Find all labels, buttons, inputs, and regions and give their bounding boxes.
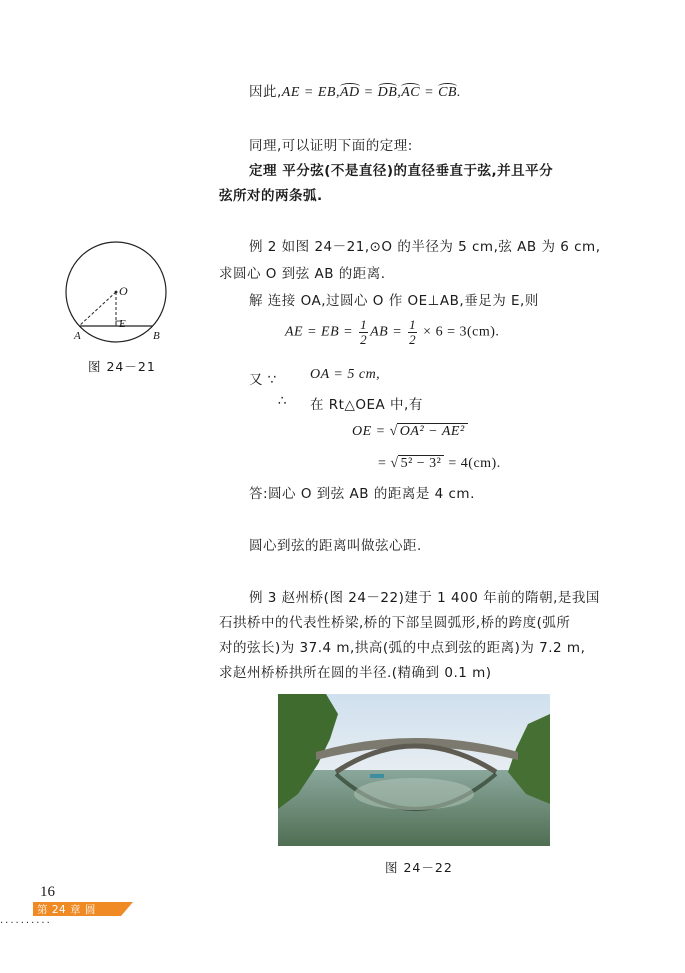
- chapter-label: 第 24 章 圆: [37, 904, 96, 916]
- eq-suffix: = 4(cm).: [448, 456, 501, 471]
- oe-equation: [352, 423, 468, 440]
- oe-result: [378, 455, 501, 472]
- ab-text: AB =: [370, 324, 403, 340]
- radius-oa: [79, 292, 116, 326]
- example3-line-2: 石拱桥中的代表性桥梁,桥的下部呈圆弧形,桥的跨度(弧所: [219, 615, 571, 631]
- comma: ,: [397, 85, 402, 100]
- solution-line-1: 解 连接 OA,过圆心 O 作 OE⊥AB,垂足为 E,则: [249, 293, 539, 309]
- theorem-line-2: 弦所对的两条弧.: [219, 188, 323, 204]
- answer-line: 答:圆心 O 到弦 AB 的距离是 4 cm.: [249, 486, 475, 502]
- example3-line-4: 求赵州桥桥拱所在圆的半径.(精确到 0.1 m): [219, 665, 492, 681]
- center-point: [115, 291, 118, 294]
- water-highlight: [354, 778, 474, 810]
- label-a: A: [74, 330, 81, 342]
- ae-eb-text: AE = EB =: [285, 324, 354, 340]
- frac-numerator: 1: [360, 317, 368, 332]
- therefore-symbol: ∴: [278, 393, 288, 409]
- example3-line-1: 例 3 赵州桥(图 24－22)建于 1 400 年前的隋朝,是我国: [249, 590, 600, 606]
- boat: [370, 774, 384, 778]
- in-triangle-line: 在 Rt△OEA 中,有: [310, 397, 423, 413]
- fraction-half: [359, 318, 368, 347]
- example3-line-3: 对的弦长)为 37.4 m,拱高(弧的中点到弦的距离)为 7.2 m,: [219, 640, 586, 656]
- eq-prefix: =: [378, 456, 387, 471]
- times-six-text: × 6 = 3(cm).: [423, 324, 500, 340]
- also-value: OA = 5 cm,: [310, 367, 381, 382]
- sqrt-radicand-1: OA² − AE²: [397, 423, 468, 440]
- example2-line-2: 求圆心 O 到弦 AB 的距离.: [219, 266, 386, 282]
- figure-24-21-caption: 图 24－21: [88, 359, 156, 374]
- frac-denominator: 2: [360, 332, 368, 347]
- definition-line: 圆心到弦的距离叫做弦心距.: [249, 538, 422, 554]
- label-o: O: [119, 284, 128, 298]
- conclusion-eq: AE = EB,: [281, 85, 340, 100]
- figure-24-22-caption: 图 24－22: [385, 860, 453, 875]
- ae-equation: [285, 318, 499, 347]
- frac-denominator: 2: [409, 332, 417, 347]
- sqrt-sign: √: [390, 456, 399, 471]
- arc-ac: AC: [401, 85, 421, 100]
- conclusion-prefix: 因此,: [249, 84, 282, 100]
- bridge-illustration: [278, 694, 550, 846]
- zhaozhou-bridge-photo: [278, 694, 550, 846]
- frac-numerator: 1: [409, 317, 417, 332]
- label-e: E: [119, 318, 126, 330]
- label-b: B: [153, 330, 160, 342]
- similarly-line: 同理,可以证明下面的定理:: [249, 138, 413, 154]
- oe-text: OE =: [352, 424, 386, 439]
- example2-line-1: 例 2 如图 24－21,⊙O 的半径为 5 cm,弦 AB 为 6 cm,: [249, 239, 601, 255]
- period: .: [456, 85, 461, 100]
- equals-sign: =: [420, 85, 439, 100]
- conclusion-line: [249, 80, 461, 101]
- arc-cb: CB: [438, 85, 457, 100]
- page-number: 16: [40, 884, 55, 900]
- dotted-rule: ··········: [0, 918, 52, 929]
- also-label: 又 ∵: [249, 372, 277, 388]
- equals-sign: =: [359, 85, 378, 100]
- arc-ad: AD: [339, 85, 360, 100]
- arc-db: DB: [377, 85, 398, 100]
- sqrt-radicand-2: 5² − 3²: [398, 455, 445, 472]
- sqrt-sign: √: [389, 424, 398, 439]
- fraction-half-2: [408, 318, 417, 347]
- theorem-line-1: 定理 平分弦(不是直径)的直径垂直于弦,并且平分: [249, 163, 554, 179]
